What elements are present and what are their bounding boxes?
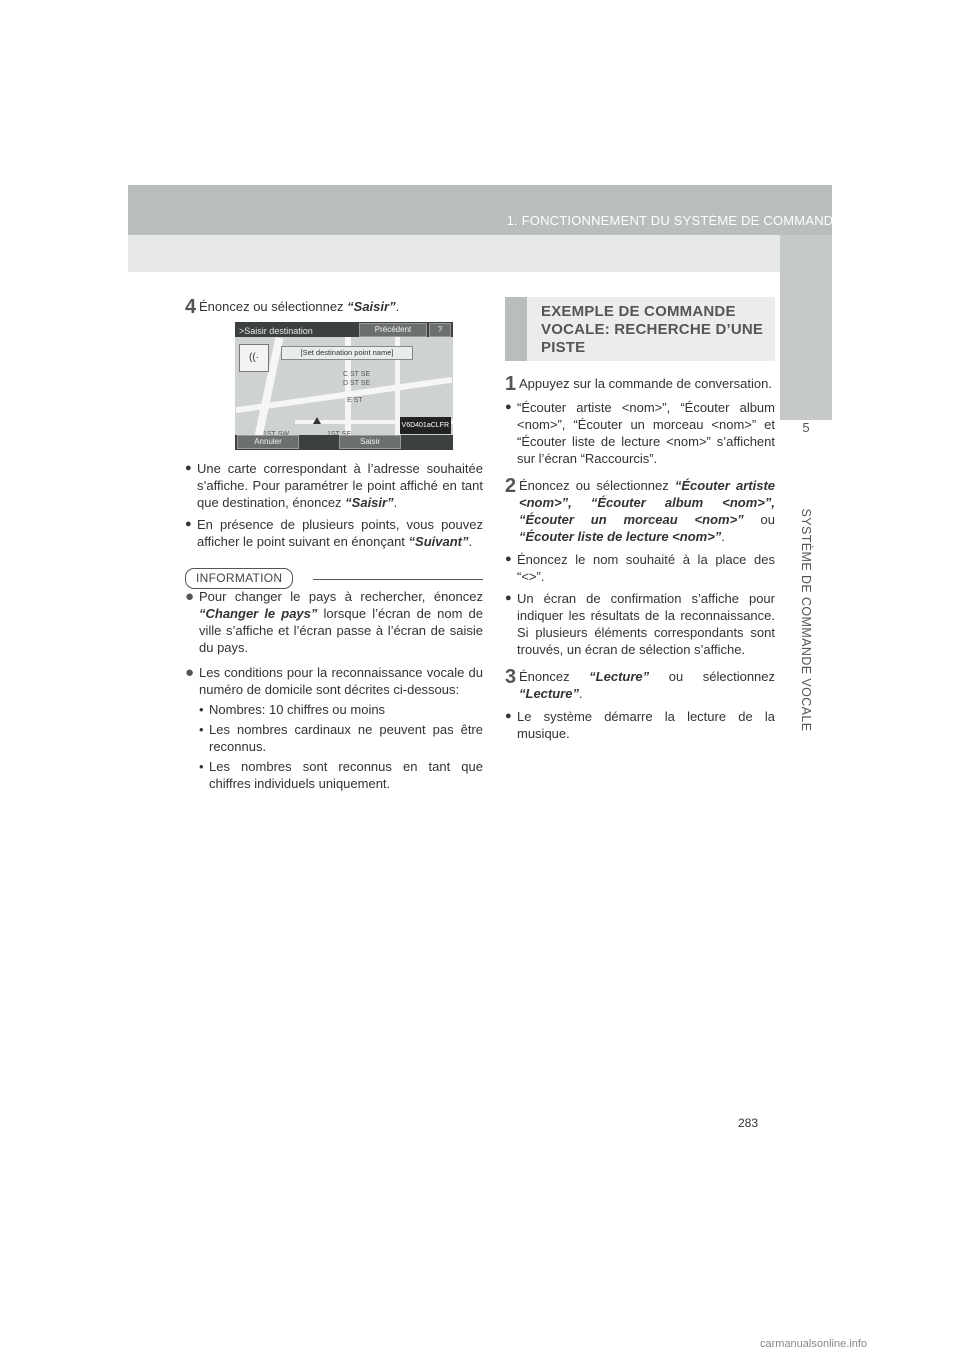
text-em: “Suivant” [408,534,469,549]
chapter-number: 5 [802,420,810,435]
sub-item [199,721,483,755]
info-item [185,588,483,656]
bullet-text: “Écouter artiste <nom>”, “Écouter album <nom>”, “Écouter un morceau <nom>” et “Écouter liste de lecture <nom>” s’affichent sur l’écran “Raccourcis”. [517,400,775,466]
info-text [199,664,483,792]
bullet-item [185,460,483,511]
position-marker-icon [313,417,321,424]
street-label: E ST [347,397,363,404]
step-number: 4 [185,296,197,318]
text-or: ou sélectionnez [649,669,776,684]
header-sub-band [128,235,832,272]
step-2 [505,477,775,545]
sub-text: Les nombres cardinaux ne peuvent pas être reconnus. [209,722,483,754]
bullet-icon: ● [505,553,512,565]
text-or: ou [743,512,775,527]
header-title: 1. FONCTIONNEMENT DU SYSTÈME DE COMMANDE VOCALE [506,213,900,228]
text-a: Une carte correspondant à l’adresse souhaitée s’affiche. Pour paramétrer le point affiché en tant que destination, énoncez [197,461,483,510]
text-a: En présence de plusieurs points, vous pouvez afficher le point suivant en énonçant [197,517,483,549]
sub-bullet-icon: • [199,759,204,774]
screen-screenshot [235,322,453,450]
information-rule [313,579,483,580]
sub-bullet-icon: • [199,702,204,717]
example-heading: EXEMPLE DE COMMANDE VOCALE: RECHERCHE D’UNE PISTE [541,303,764,356]
heading-bar [505,297,527,361]
right-column [505,297,775,742]
help-button[interactable]: ? [429,323,451,337]
text-a: Énoncez [519,669,590,684]
text-a: Énoncez ou sélectionnez [519,478,675,493]
bullet-item [505,708,775,742]
text-em2: “Écouter liste de lecture <nom>” [519,529,722,544]
chapter-title-text: SYSTÈME DE COMMANDE VOCALE [799,508,813,732]
bullet-icon: ● [185,588,195,605]
street-label: D ST SE [343,380,371,387]
text-a: Pour changer le pays à rechercher, énoncez [199,589,483,604]
text-em: “Changer le pays” [199,606,318,621]
step-4 [185,298,483,316]
text-em: “Saisir” [345,495,394,510]
page-number: 283 [738,1116,759,1130]
enter-button[interactable]: Saisir [339,435,401,449]
bullet-icon: ● [505,401,512,413]
text-em2: “Lecture” [519,686,579,701]
bullet-icon: ● [185,664,195,681]
bullet-item [505,590,775,658]
step-1 [505,375,775,393]
text-end: . [578,686,583,701]
voice-icon: ((· [239,344,269,372]
bullet-text [197,516,483,550]
voice-prompt-banner: [Set destination point name] [281,346,413,360]
example-heading-box [505,297,775,361]
bullet-icon: ● [185,518,192,530]
sub-bullet-icon: • [199,722,204,737]
step-text [519,668,775,702]
step-end: . [395,299,400,314]
figure-code: V6D401aCLFR [400,417,451,434]
watermark: carmanualsonline.info [760,1338,868,1350]
sub-text: Les nombres sont reconnus en tant que chiffres individuels uniquement. [209,759,483,791]
text-b: lorsque l’écran de nom de ville s’affiche et l’écran passe à l’écran de saisie du pays. [199,606,483,655]
bullet-icon: ● [505,710,512,722]
text-em: “Écouter artiste <nom>”, “Écouter album <nom>”, “Écouter un morceau <nom>” [519,478,775,527]
cancel-button[interactable]: Annuler [237,435,299,449]
bullet-item [185,516,483,550]
bullet-text [197,460,483,511]
street-label: C ST SE [343,371,371,378]
text-end: . [468,534,473,549]
screen-title: >Saisir destination [239,326,313,336]
text-end: . [721,529,725,544]
info-item [185,664,483,792]
text-a: Les conditions pour la reconnaissance vocale du numéro de domicile sont décrites ci-dessous: [199,665,483,697]
step-number: 2 [505,475,517,497]
step-text: Appuyez sur la commande de conversation. [519,376,772,391]
step-em: “Saisir” [347,299,396,314]
step-number: 1 [505,373,517,395]
bullet-item [505,551,775,585]
chapter-tab [780,235,832,420]
bullet-text: Un écran de confirmation s’affiche pour indiquer les résultats de la reconnaissance. Si plusieurs éléments correspondants sont trouvés, un écran de sélection s’affiche. [517,591,775,657]
text-end: . [393,495,398,510]
step-text [519,477,775,545]
sub-item [199,701,483,718]
bullet-icon: ● [185,462,192,474]
sub-item [199,758,483,792]
step-text [199,298,483,315]
chapter-title [780,440,832,800]
previous-button[interactable]: Précédent [359,323,427,337]
information-label: INFORMATION [185,568,293,589]
text-em: “Lecture” [589,669,650,684]
bullet-icon: ● [505,592,512,604]
information-box [185,568,483,792]
bullet-item [505,399,775,467]
step-text-a: Énoncez ou sélectionnez [199,299,348,314]
left-column [185,298,483,792]
step-3 [505,668,775,702]
bullet-text: Énoncez le nom souhaité à la place des “<>”. [517,552,775,584]
step-number: 3 [505,666,517,688]
bullet-text: Le système démarre la lecture de la musique. [517,709,775,741]
sub-text: Nombres: 10 chiffres ou moins [209,702,386,717]
info-text [199,588,483,656]
